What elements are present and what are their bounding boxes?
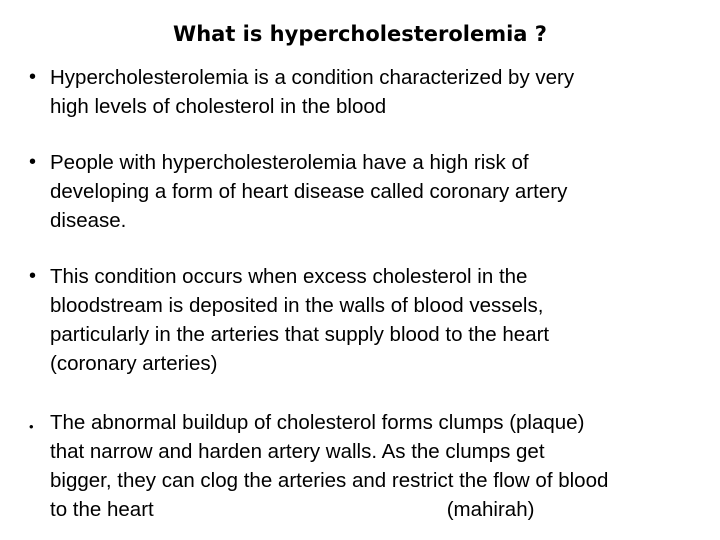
bullet-marker: •	[29, 419, 34, 434]
bullet-line: high levels of cholesterol in the blood	[50, 95, 387, 118]
bullet-item-3	[29, 262, 709, 378]
bullet-text	[50, 262, 709, 378]
author-credit: (mahirah)	[446, 498, 535, 521]
bullet-marker: •	[29, 265, 37, 287]
bullet-text	[50, 408, 709, 524]
bullet-text	[50, 63, 709, 121]
bullet-line: Hypercholesterolemia is a condition characterized by very	[50, 66, 575, 89]
bullet-line: (coronary arteries)	[50, 352, 218, 375]
bullet-line: bigger, they can clog the arteries and restrict the flow of blood	[50, 469, 609, 492]
bullet-item-1	[29, 63, 709, 121]
bullet-line: particularly in the arteries that supply blood to the heart	[50, 323, 550, 346]
bullet-line: disease.	[50, 209, 127, 232]
bullet-line: The abnormal buildup of cholesterol forms clumps (plaque)	[50, 411, 585, 434]
bullet-item-4	[29, 408, 709, 524]
bullet-marker: •	[29, 66, 37, 88]
bullet-line: that narrow and harden artery walls. As the clumps get	[50, 440, 545, 463]
bullet-item-2	[29, 148, 709, 235]
bullet-marker: •	[29, 151, 37, 173]
bullet-text	[50, 148, 709, 235]
bullet-line: to the heart	[50, 498, 154, 521]
bullet-line: People with hypercholesterolemia have a high risk of	[50, 151, 529, 174]
bullet-line: developing a form of heart disease called coronary artery	[50, 180, 568, 203]
slide-title: What is hypercholesterolemia ?	[173, 22, 547, 46]
bullet-line: This condition occurs when excess cholesterol in the	[50, 265, 528, 288]
bullet-line: bloodstream is deposited in the walls of blood vessels,	[50, 294, 544, 317]
bullet-last-line	[50, 495, 709, 524]
